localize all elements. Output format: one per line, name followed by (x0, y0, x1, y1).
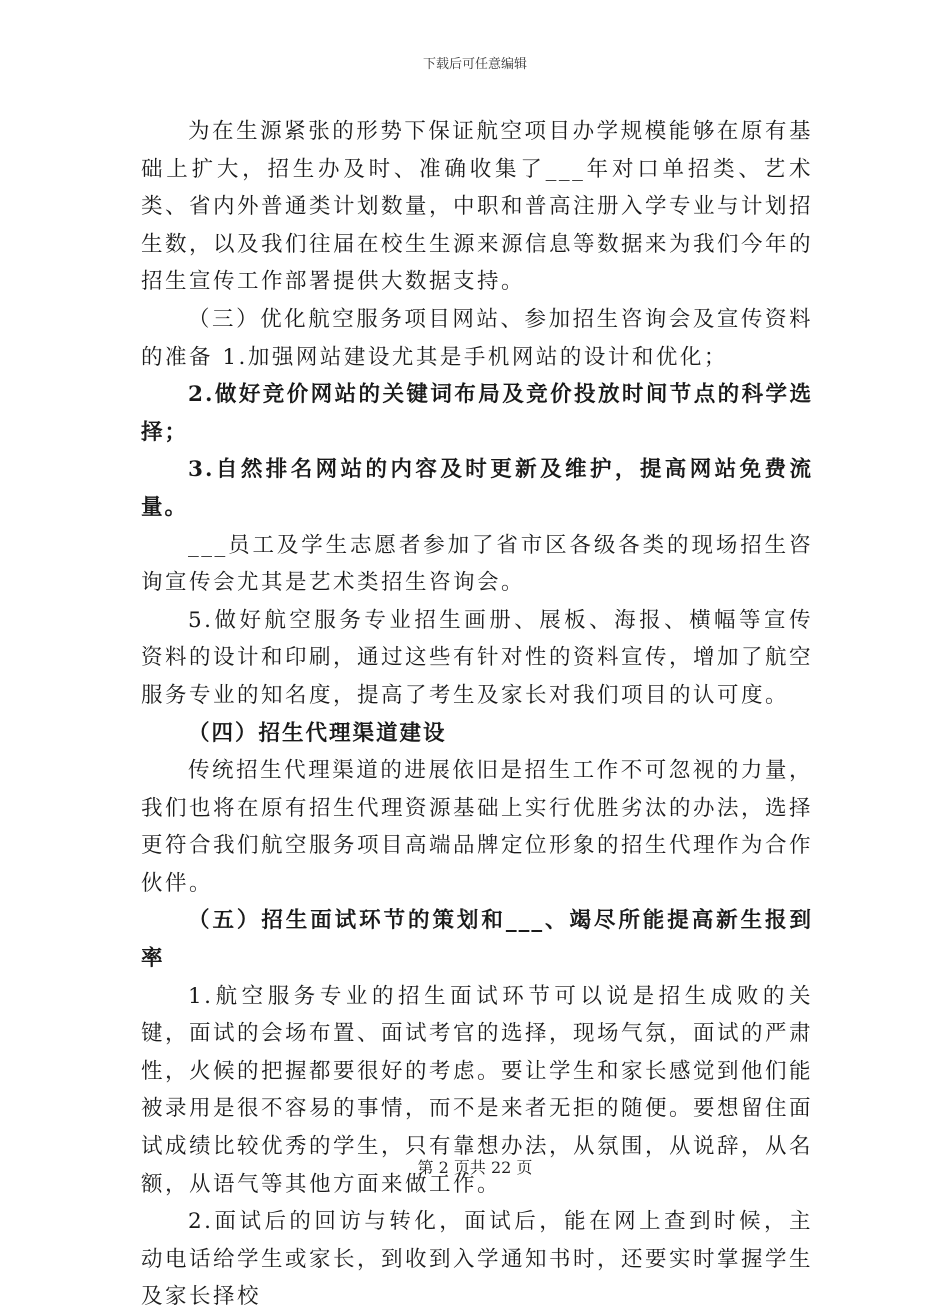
paragraph-promotional-materials: 5.做好航空服务专业招生画册、展板、海报、横幅等宣传资料的设计和印刷，通过这些有针对性的资料宣传，增加了航空服务专业的知名度，提高了考生及家长对我们项目的认可度。 (141, 607, 814, 708)
paragraph-consultation-fairs: ___员工及学生志愿者参加了省市区各级各类的现场招生咨询宣传会尤其是艺术类招生咨询会。 (141, 532, 813, 596)
page-header: 下载后可任意编辑 (422, 57, 527, 72)
paragraph-natural-ranking: 3.自然排名网站的内容及时更新及维护，提高网站免费流量。 (141, 457, 813, 520)
paragraph-bidding-keywords: 2.做好竞价网站的关键词布局及竞价投放时间节点的科学选择； (141, 382, 813, 445)
paragraph-section-3-website: （三）优化航空服务项目网站、参加招生咨询会及宣传资料的准备 1.加强网站建设尤其是手机网站的设计和优化； (141, 306, 813, 370)
section-heading-4: （四）招生代理渠道建设 (188, 720, 447, 746)
page-footer: 第 2 页共 22 页 (417, 1158, 533, 1177)
paragraph-enrollment-data: 为在生源紧张的形势下保证航空项目办学规模能够在原有基础上扩大，招生办及时、准确收集了___年对口单招类、艺术类、省内外普通类计划数量，中职和普高注册入学专业与计划招生数，以及我们往届在校生生源来源信息等数据来为我们今年的招生宣传工作部署提供大数据支持。 (141, 119, 814, 295)
section-heading-5: （五）招生面试环节的策划和___、竭尽所能提高新生报到率 (141, 908, 813, 972)
document-body (141, 113, 813, 1316)
paragraph-agent-channels: 传统招生代理渠道的进展依旧是招生工作不可忽视的力量，我们也将在原有招生代理资源基础上实行优胜劣汰的办法，选择更符合我们航空服务项目高端品牌定位形象的招生代理作为合作伙伴。 (141, 758, 814, 896)
paragraph-interview-followup: 2.面试后的回访与转化，面试后，能在网上查到时候，主动电话给学生或家长，到收到入学通知书时，还要实时掌握学生及家长择校 (141, 1209, 814, 1310)
paragraph-interview-planning: 1.航空服务专业的招生面试环节可以说是招生成败的关键，面试的会场布置、面试考官的选择，现场气氛，面试的严肃性，火候的把握都要很好的考虑。要让学生和家长感觉到他们能被录用是很不容易的事情，而不是来者无拒的随便。要想留住面试成绩比较优秀的学生，只有靠想办法，从氛围，从说辞，从名额，从语气等其他方面来做工作。 (141, 983, 814, 1197)
